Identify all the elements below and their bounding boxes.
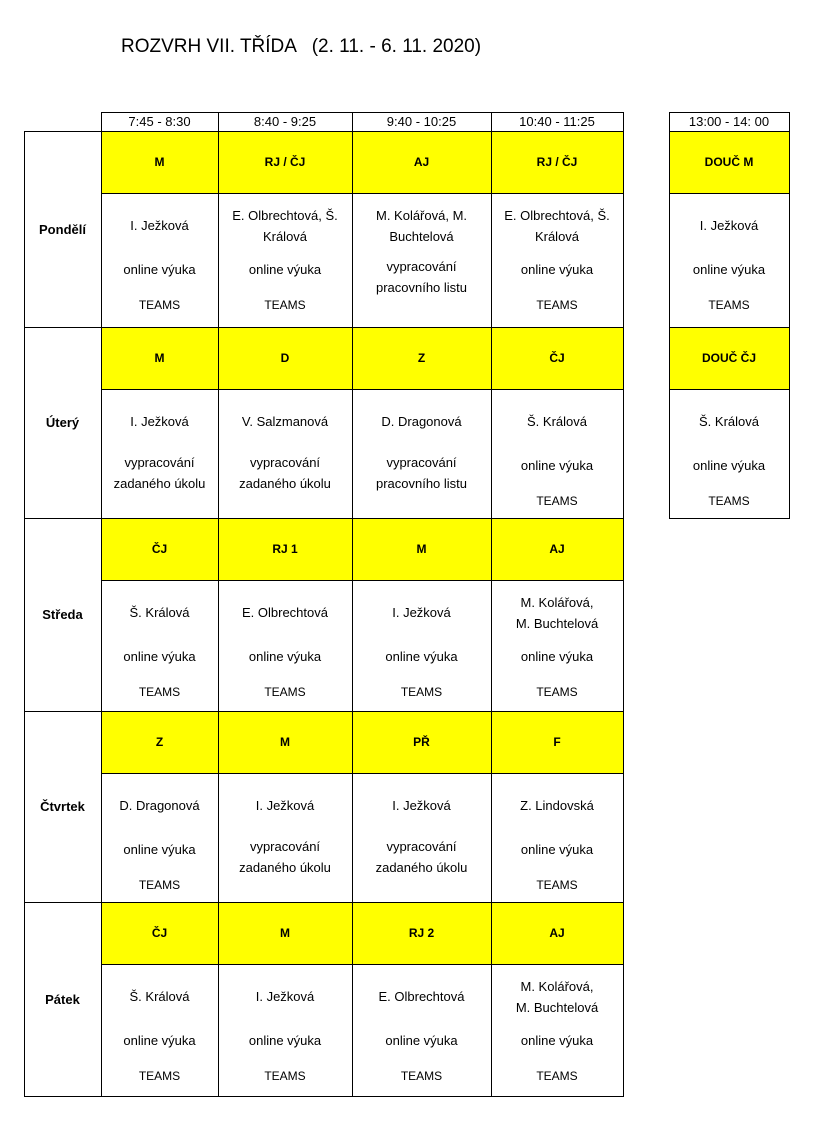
lesson-mode (352, 454, 491, 496)
platform-label: TEAMS (536, 878, 578, 892)
platform-label: TEAMS (400, 685, 443, 699)
grid-line (101, 580, 624, 581)
grid-line (101, 773, 624, 774)
grid-line (24, 131, 25, 1097)
day-label: Čtvrtek (40, 799, 85, 814)
grid-line (24, 902, 624, 903)
lesson-mode (101, 454, 218, 496)
teacher-line: I. Ježková (130, 218, 189, 233)
subject-label: AJ (413, 155, 430, 169)
teacher-name (669, 217, 789, 234)
grid-line (669, 518, 790, 519)
subject-label: M (280, 735, 290, 749)
teacher-name (352, 207, 491, 249)
lesson-mode (352, 1032, 491, 1049)
lesson-details (101, 964, 218, 1096)
teacher-name (101, 797, 218, 814)
grid-line (218, 112, 219, 1097)
lesson-details (218, 580, 352, 711)
lesson-details (218, 389, 352, 518)
lesson-mode-line: zadaného úkolu (113, 476, 206, 491)
grid-line (669, 112, 790, 113)
grid-line (669, 389, 790, 390)
grid-line (669, 327, 790, 328)
teacher-name (491, 797, 623, 814)
grid-line (24, 327, 624, 328)
lesson-details (491, 964, 623, 1096)
day-label: Úterý (45, 415, 80, 430)
subject-label: RJ 1 (272, 542, 298, 556)
grid-line (789, 112, 790, 519)
lesson-details (669, 389, 789, 518)
lesson-mode-line: online výuka (385, 649, 458, 664)
subject-label: Z (417, 351, 426, 365)
lesson-mode-line: vypracování (249, 455, 321, 470)
teacher-line: Š. Králová (129, 989, 190, 1004)
platform-label: TEAMS (536, 685, 578, 699)
teacher-name (101, 604, 218, 621)
teacher-line: D. Dragonová (381, 414, 462, 429)
teacher-line: I. Ježková (392, 798, 451, 813)
grid-line (24, 131, 624, 132)
subject-label: PŘ (413, 735, 430, 749)
grid-line (101, 964, 624, 965)
grid-line (24, 518, 624, 519)
lesson-details (352, 773, 491, 902)
platform-label: TEAMS (708, 494, 750, 508)
lesson-mode-line: vypracování (124, 455, 195, 470)
grid-line (669, 193, 790, 194)
teacher-line: Z. Lindovská (520, 798, 594, 813)
lesson-mode (101, 261, 218, 278)
lesson-details (491, 389, 623, 518)
lesson-mode (352, 838, 491, 880)
lesson-mode-line: online výuka (692, 262, 766, 277)
grid-line (669, 112, 670, 519)
grid-line (101, 193, 624, 194)
lesson-mode-line: online výuka (123, 649, 196, 664)
lesson-mode (669, 261, 789, 278)
lesson-mode-line: online výuka (385, 1033, 458, 1048)
platform-label: TEAMS (138, 298, 181, 312)
teacher-line: I. Ježková (255, 989, 315, 1004)
lesson-mode-line: online výuka (248, 1033, 322, 1048)
teacher-line: M. Buchtelová (515, 1000, 599, 1015)
lesson-mode-line: online výuka (520, 262, 594, 277)
teacher-line: Š. Králová (527, 414, 587, 429)
lesson-details (352, 964, 491, 1096)
teacher-line: E. Olbrechtová, Š. (504, 208, 610, 223)
teacher-name (352, 988, 491, 1005)
lesson-mode (218, 1032, 352, 1049)
platform-label: TEAMS (400, 1069, 443, 1083)
lesson-mode (101, 1032, 218, 1049)
grid-line (352, 112, 353, 1097)
subject-label: AJ (549, 542, 565, 556)
subject-label: M (154, 351, 165, 365)
grid-line (101, 112, 624, 113)
time-slot-header-extra: 13:00 - 14: 00 (688, 114, 770, 129)
time-slot-header: 8:40 - 9:25 (253, 114, 317, 129)
teacher-line: Š. Králová (699, 414, 759, 429)
grid-line (669, 131, 790, 132)
teacher-line: M. Kolářová, M. (375, 208, 468, 223)
lesson-mode-line: online výuka (123, 1033, 196, 1048)
lesson-details (101, 580, 218, 711)
teacher-name (218, 604, 352, 621)
teacher-name (352, 604, 491, 621)
teacher-line: E. Olbrechtová (378, 989, 465, 1004)
lesson-mode (491, 457, 623, 474)
lesson-details (491, 580, 623, 711)
teacher-name (491, 413, 623, 430)
platform-label: TEAMS (536, 494, 578, 508)
platform-label: TEAMS (536, 298, 578, 312)
lesson-mode (101, 648, 218, 665)
subject-label: D (280, 351, 290, 365)
subject-label: F (553, 735, 561, 749)
grid-line (623, 112, 624, 1097)
subject-label: DOUČ M (704, 155, 754, 169)
grid-line (24, 711, 624, 712)
lesson-details (218, 964, 352, 1096)
lesson-mode-line: online výuka (248, 262, 322, 277)
teacher-line: Š. Králová (129, 605, 190, 620)
teacher-name (352, 413, 491, 430)
teacher-name (218, 988, 352, 1005)
teacher-name (669, 413, 789, 430)
lesson-details (491, 193, 623, 327)
teacher-line: Buchtelová (389, 229, 454, 244)
teacher-name (218, 413, 352, 430)
subject-label: M (154, 155, 165, 169)
subject-label: RJ 2 (408, 926, 435, 940)
subject-label: AJ (549, 926, 565, 940)
lesson-details (352, 580, 491, 711)
lesson-mode-line: zadaného úkolu (375, 860, 468, 875)
teacher-name (491, 207, 623, 249)
lesson-details (352, 389, 491, 518)
lesson-mode (491, 1032, 623, 1049)
lesson-mode-line: vypracování (386, 259, 457, 274)
lesson-mode-line: online výuka (123, 262, 196, 277)
teacher-name (101, 413, 218, 430)
lesson-mode (101, 841, 218, 858)
teacher-name (101, 217, 218, 234)
subject-label: RJ / ČJ (536, 155, 578, 169)
subject-label: ČJ (151, 926, 168, 940)
teacher-line: E. Olbrechtová (242, 605, 328, 620)
lesson-details (669, 193, 789, 327)
lesson-mode-line: online výuka (520, 649, 594, 664)
teacher-line: M. Kolářová, (520, 595, 594, 610)
lesson-mode (491, 261, 623, 278)
subject-label: M (280, 926, 290, 940)
subject-label: Z (155, 735, 164, 749)
lesson-mode-line: online výuka (123, 842, 196, 857)
teacher-line: I. Ježková (130, 414, 189, 429)
lesson-mode (491, 841, 623, 858)
platform-label: TEAMS (264, 298, 306, 312)
subject-label: DOUČ ČJ (701, 351, 756, 365)
time-slot-header: 10:40 - 11:25 (519, 114, 595, 129)
time-slot-header: 9:40 - 10:25 (386, 114, 457, 129)
lesson-mode-line: vypracování (249, 839, 321, 854)
lesson-mode-line: online výuka (520, 842, 594, 857)
lesson-mode-line: pracovního listu (375, 280, 468, 295)
lesson-details (491, 773, 623, 902)
grid-line (101, 389, 624, 390)
teacher-line: M. Kolářová, (520, 979, 594, 994)
lesson-mode (218, 838, 352, 880)
teacher-line: Králová (534, 229, 580, 244)
teacher-name (491, 594, 623, 636)
platform-label: TEAMS (138, 1069, 181, 1083)
day-label: Pondělí (39, 221, 86, 237)
lesson-mode (218, 261, 352, 278)
teacher-name (218, 207, 352, 249)
teacher-name (101, 988, 218, 1005)
lesson-details (101, 389, 218, 518)
grid-line (491, 112, 492, 1097)
lesson-mode-line: vypracování (386, 455, 457, 470)
teacher-line: I. Ježková (699, 218, 759, 233)
platform-label: TEAMS (708, 298, 750, 312)
grid-line (101, 112, 102, 1097)
lesson-mode (218, 648, 352, 665)
teacher-name (218, 797, 352, 814)
lesson-mode-line: online výuka (520, 1033, 594, 1048)
lesson-mode-line: zadaného úkolu (239, 476, 331, 491)
teacher-line: Králová (262, 229, 308, 244)
lesson-details (352, 193, 491, 327)
page-title: ROZVRH VII. TŘÍDA (2. 11. - 6. 11. 2020) (121, 36, 482, 57)
lesson-mode-line: zadaného úkolu (239, 860, 331, 875)
lesson-details (101, 773, 218, 902)
lesson-mode-line: online výuka (248, 649, 322, 664)
lesson-mode (669, 457, 789, 474)
lesson-mode-line: online výuka (520, 458, 594, 473)
lesson-mode-line: pracovního listu (375, 476, 468, 491)
lesson-details (101, 193, 218, 327)
subject-label: ČJ (549, 351, 565, 365)
grid-line (24, 1096, 624, 1097)
teacher-line: E. Olbrechtová, Š. (232, 208, 338, 223)
platform-label: TEAMS (264, 1069, 306, 1083)
subject-label: ČJ (151, 542, 168, 556)
lesson-mode (352, 648, 491, 665)
time-slot-header: 7:45 - 8:30 (128, 114, 191, 129)
lesson-mode-line: online výuka (692, 458, 766, 473)
teacher-line: I. Ježková (255, 798, 315, 813)
lesson-mode (352, 258, 491, 300)
teacher-name (491, 978, 623, 1020)
day-label: Pátek (45, 991, 80, 1007)
subject-label: RJ / ČJ (264, 155, 306, 169)
lesson-mode-line: vypracování (386, 839, 457, 854)
platform-label: TEAMS (138, 685, 181, 699)
teacher-line: I. Ježková (392, 605, 451, 620)
platform-label: TEAMS (138, 878, 181, 892)
teacher-line: D. Dragonová (119, 798, 200, 813)
lesson-details (218, 193, 352, 327)
day-label: Středa (42, 607, 83, 622)
teacher-line: V. Salzmanová (241, 414, 329, 429)
platform-label: TEAMS (264, 685, 306, 699)
platform-label: TEAMS (536, 1069, 578, 1083)
lesson-mode (218, 454, 352, 496)
subject-label: M (416, 542, 427, 556)
teacher-line: M. Buchtelová (515, 616, 599, 631)
lesson-mode (491, 648, 623, 665)
lesson-details (218, 773, 352, 902)
teacher-name (352, 797, 491, 814)
